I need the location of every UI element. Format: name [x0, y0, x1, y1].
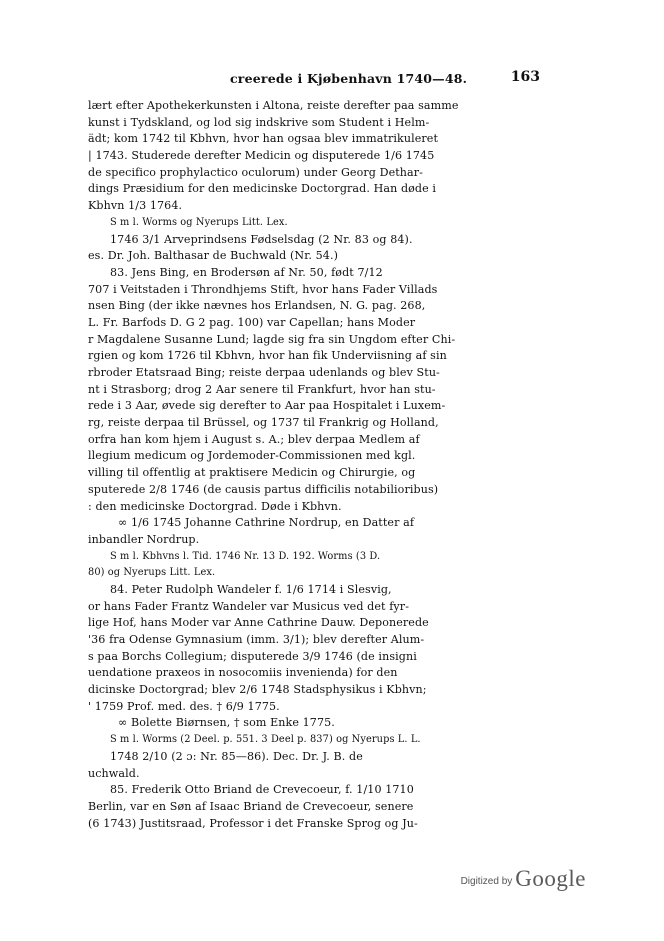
page-number: 163: [510, 69, 540, 85]
text-line: 85. Frederik Otto Briand de Crevecoeur, f. 1/10 1710: [110, 783, 414, 797]
text-line: dicinske Doctorgrad; blev 2/6 1748 Stadsphysikus i Kbhvn;: [88, 683, 427, 697]
text-line: rbroder Etatsraad Bing; reiste derpaa udenlands og blev Stu-: [88, 366, 440, 379]
text-line: rgien og kom 1726 til Kbhvn, hvor han fik Underviisning af sin: [88, 349, 447, 363]
text-line: 1748 2/10 (2 ɔ: Nr. 85—86). Dec. Dr. J. B. de: [110, 749, 363, 763]
text-line: de specifico prophylactico oculorum) under Georg Dethar-: [88, 165, 424, 179]
text-line: S m l. Worms (2 Deel. p. 551. 3 Deel p. 837) og Nyerups L. L.: [110, 734, 421, 746]
text-line: ∞ Bolette Biørnsen, † som Enke 1775.: [118, 716, 335, 730]
digitized-by-watermark: [461, 866, 586, 892]
text-line: ädt; kom 1742 til Kbhvn, hvor han ogsaa blev immatrikuleret: [88, 132, 439, 146]
text-line: nsen Bing (der ikke nævnes hos Erlandsen, N. G. pag. 268,: [88, 299, 426, 313]
text-line: llegium medicum og Jordemoder-Commissionen med kgl.: [88, 449, 416, 463]
text-line: 1746 3/1 Arveprindsens Fødselsdag (2 Nr. 83 og 84).: [110, 232, 413, 246]
text-line: nt i Strasborg; drog 2 Aar senere til Frankfurt, hvor han stu-: [88, 382, 436, 396]
digitized-by-label: Digitized by: [460, 876, 513, 887]
text-line: (6 1743) Justitsraad, Professor i det Franske Sprog og Ju-: [88, 816, 418, 830]
text-line: '36 fra Odense Gymnasium (imm. 3/1); blev derefter Alum-: [88, 633, 425, 646]
body-text: [88, 98, 544, 832]
text-line: r Magdalene Susanne Lund; lagde sig fra sin Ungdom efter Chi-: [88, 332, 456, 346]
text-line: ∞ 1/6 1745 Johanne Cathrine Nordrup, en Datter af: [118, 516, 415, 530]
google-logo: Google: [515, 866, 586, 891]
text-line: s paa Borchs Collegium; disputerede 3/9 1746 (de insigni: [88, 649, 417, 663]
text-line: 707 i Veitstaden i Throndhjems Stift, hvor hans Fader Villads: [88, 282, 438, 296]
text-line: L. Fr. Barfods D. G 2 pag. 100) var Capellan; hans Moder: [88, 315, 416, 329]
text-line: Berlin, var en Søn af Isaac Briand de Crevecoeur, senere: [88, 799, 414, 813]
text-line: sputerede 2/8 1746 (de causis partus difficilis notabilioribus): [88, 482, 439, 496]
text-line: es. Dr. Joh. Balthasar de Buchwald (Nr. 54.): [88, 249, 339, 263]
text-line: or hans Fader Frantz Wandeler var Musicus ved det fyr-: [88, 599, 410, 613]
text-line: orfra han kom hjem i August s. A.; blev derpaa Medlem af: [88, 432, 420, 446]
text-line: kunst i Tydskland, og lod sig indskrive som Student i Helm-: [88, 115, 430, 129]
text-line: : den medicinske Doctorgrad. Døde i Kbhvn.: [88, 499, 342, 513]
text-line: S m l. Kbhvns l. Tid. 1746 Nr. 13 D. 192. Worms (3 D.: [110, 550, 381, 562]
text-line: Kbhvn 1/3 1764.: [88, 199, 183, 213]
text-line: ' 1759 Prof. med. des. † 6/9 1775.: [88, 699, 280, 713]
text-line: 83. Jens Bing, en Brodersøn af Nr. 50, født 7/12: [110, 265, 383, 279]
text-line: uchwald.: [88, 766, 140, 780]
text-line: lige Hof, hans Moder var Anne Cathrine Dauw. Deponerede: [88, 616, 429, 630]
text-line: 84. Peter Rudolph Wandeler f. 1/6 1714 i Slesvig,: [110, 582, 392, 596]
text-line: 80) og Nyerups Litt. Lex.: [88, 567, 216, 579]
text-line: villing til offentlig at praktisere Medicin og Chirurgie, og: [88, 466, 416, 480]
text-line: rede i 3 Aar, øvede sig derefter to Aar paa Hospitalet i Luxem-: [88, 399, 446, 413]
text-line: uendatione praxeos in nosocomiis invenienda) for den: [88, 666, 398, 680]
running-title: creerede i Kjøbenhavn 1740—48.: [230, 71, 468, 86]
text-line: rg, reiste derpaa til Brüssel, og 1737 til Frankrig og Holland,: [88, 416, 439, 430]
text-line: | 1743. Studerede derefter Medicin og disputerede 1/6 1745: [88, 149, 435, 163]
text-line: inbandler Nordrup.: [88, 532, 200, 546]
text-line: lært efter Apothekerkunsten i Altona, reiste derefter paa samme: [88, 99, 459, 112]
text-line: S m l. Worms og Nyerups Litt. Lex.: [110, 216, 288, 228]
running-header: [90, 69, 540, 91]
text-line: dings Præsidium for den medicinske Doctorgrad. Han døde i: [88, 182, 437, 196]
